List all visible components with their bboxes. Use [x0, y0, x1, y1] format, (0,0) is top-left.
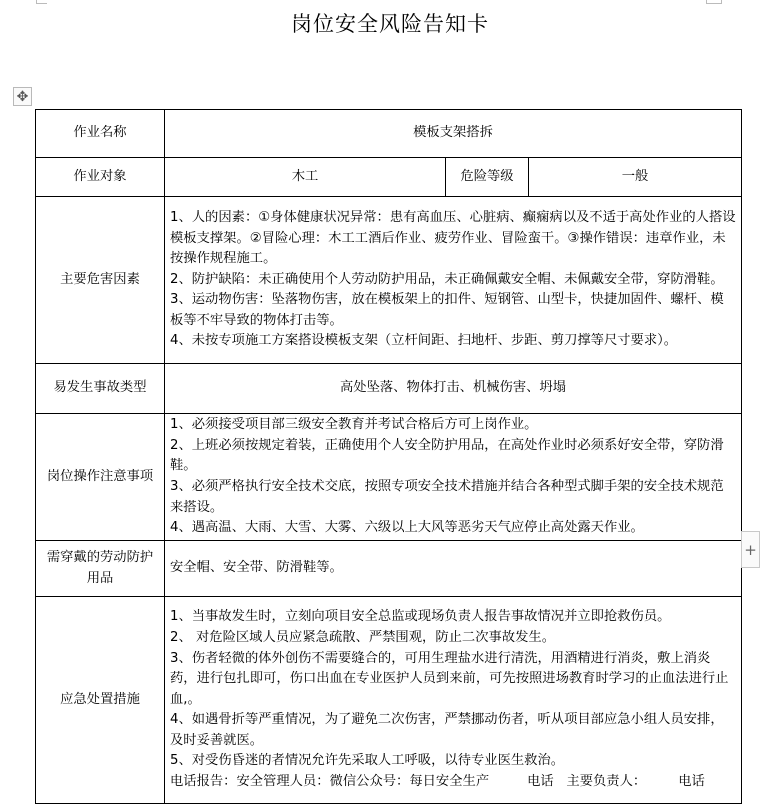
risk-level-value[interactable]: 一般 — [529, 158, 742, 197]
hazard-item: 4、未按专项施工方案搭设模板支架（立杆间距、扫地杆、步距、剪刀撑等尺寸要求）。 — [170, 333, 678, 349]
emergency-item: 5、对受伤昏迷的者情况允许先采取人工呼吸，以待专业医生救治。 — [170, 753, 565, 769]
page-corner-mark-right — [706, 0, 722, 4]
row-emergency — [36, 597, 742, 804]
page-title: 岗位安全风险告知卡 — [291, 12, 489, 36]
contact-line — [170, 772, 736, 793]
risk-level-label: 危险等级 — [446, 158, 529, 197]
emergency-item: 1、当事故发生时，立刻向项目安全总监或现场负责人报告事故情况并立即抢救伤员。 — [170, 609, 671, 625]
accident-types-label: 易发生事故类型 — [36, 364, 165, 414]
hazard-item: 2、防护缺陷：未正确使用个人劳动防护用品，未正确佩戴安全帽、未佩戴安全带，穿防滑鞋。 — [170, 271, 724, 287]
add-column-handle[interactable] — [741, 531, 760, 568]
emergency-item: 3、伤者轻微的体外创伤不需要缝合的，可用生理盐水进行清洗，用酒精进行消炎，敷上消炎药，进行包扎即可，伤口出血在专业医护人员到来前，可先按照进场教育时学习的止血法进行止血,。 — [170, 650, 729, 707]
risk-card-table — [35, 109, 742, 804]
plus-icon: + — [744, 540, 757, 559]
row-job-name — [36, 110, 742, 158]
emergency-item: 2、 对危险区域人员应紧急疏散、严禁围观，防止二次事故发生。 — [170, 629, 555, 645]
report-phone-label: 电话报告：安全管理人员：微信公众号：每日安全生产 — [170, 774, 490, 790]
row-job-object — [36, 158, 742, 197]
emergency-item: 4、如遇骨折等严重情况，为了避免二次伤害，严禁挪动伤者，听从项目部应急小组人员安排，及时妥善就医。 — [170, 712, 724, 748]
emergency-content[interactable] — [165, 597, 742, 804]
hazards-content[interactable] — [165, 197, 742, 364]
phone-label: 电话 — [527, 774, 554, 790]
precautions-content[interactable] — [165, 414, 742, 541]
precautions-label: 岗位操作注意事项 — [36, 414, 165, 541]
job-name-value[interactable]: 模板支架搭拆 — [165, 110, 742, 158]
manager-label: 主要负责人： — [566, 774, 647, 790]
hazard-item: 3、运动物伤害：坠落物伤害，放在模板架上的扣件、短钢管、山型卡，快捷加固件、螺杆、模板等不牢导致的物体打击等。 — [170, 292, 724, 328]
row-ppe — [36, 541, 742, 597]
precaution-item: 1、必须接受项目部三级安全教育并考试合格后方可上岗作业。 — [170, 417, 538, 433]
emergency-label: 应急处置措施 — [36, 597, 165, 804]
precaution-item: 3、必须严格执行安全技术交底，按照专项安全技术措施并结合各种型式脚手架的安全技术规范来搭设。 — [170, 479, 724, 515]
hazards-label: 主要危害因素 — [36, 197, 165, 364]
accident-types-value[interactable]: 高处坠落、物体打击、机械伤害、坍塌 — [165, 364, 742, 414]
precaution-item: 2、上班必须按规定着装，正确使用个人安全防护用品，在高处作业时必须系好安全带，穿防滑鞋。 — [170, 437, 724, 474]
move-arrows-icon: ✥ — [16, 88, 29, 105]
row-accident-types — [36, 364, 742, 414]
job-object-value[interactable]: 木工 — [165, 158, 446, 197]
row-hazards — [36, 197, 742, 364]
ppe-label: 需穿戴的劳动防护用品 — [36, 541, 165, 597]
hazard-item: 1、人的因素：①身体健康状况异常：患有高血压、心脏病、癫痫病以及不适于高处作业的人搭设模板支撑架。②冒险心理：木工工酒后作业、疲劳作业、冒险蛮干。③操作错误：违章作业，未按操作规程施工。 — [170, 209, 736, 267]
table-move-handle[interactable] — [13, 87, 32, 106]
precaution-item: 4、遇高温、大雨、大雪、大雾、六级以上大风等恶劣天气应停止高处露天作业。 — [170, 520, 644, 536]
page-corner-mark-left — [36, 0, 47, 4]
row-precautions — [36, 414, 742, 541]
manager-phone-label: 电话 — [678, 774, 705, 790]
ppe-value[interactable]: 安全帽、安全带、防滑鞋等。 — [165, 541, 742, 597]
job-object-label: 作业对象 — [36, 158, 165, 197]
job-name-label: 作业名称 — [36, 110, 165, 158]
